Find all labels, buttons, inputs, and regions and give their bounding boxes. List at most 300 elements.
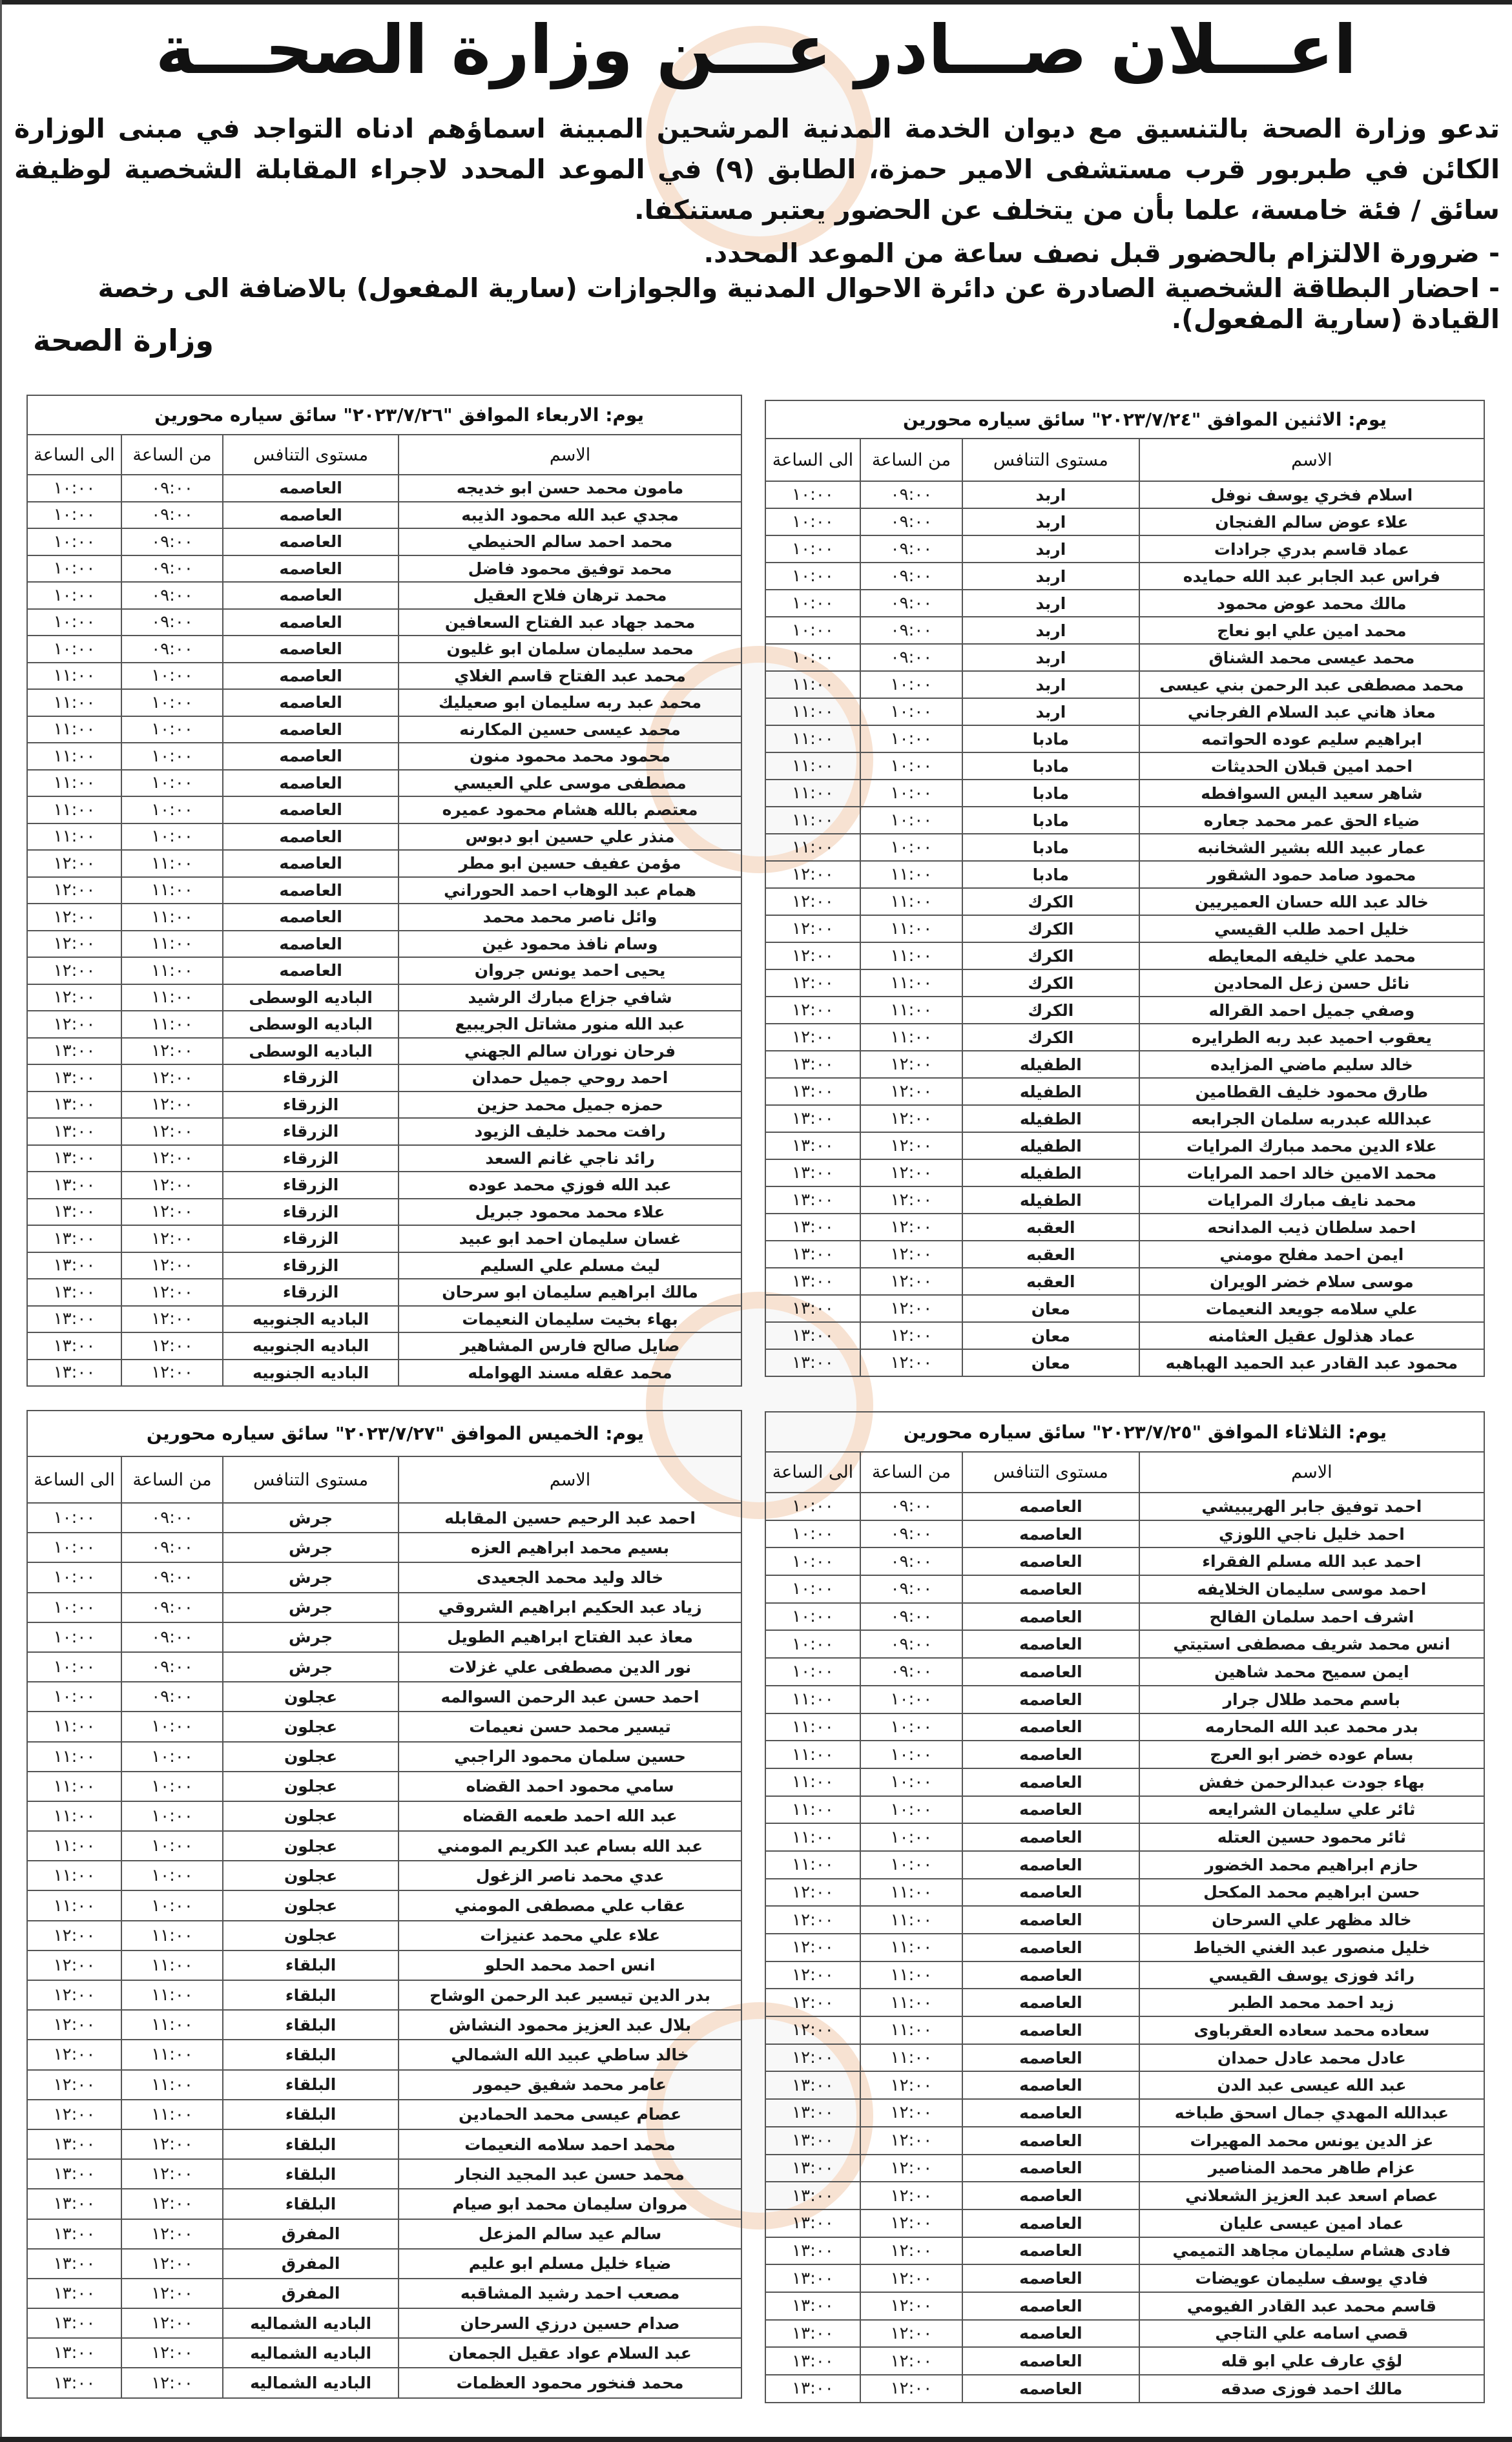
to-time: ١٠:٠٠ [765,535,860,563]
to-time: ١٠:٠٠ [27,528,121,555]
candidate-name: مالك ابراهيم سليمان ابو سرحان [399,1279,741,1306]
table-row [27,1562,741,1592]
to-time: ١٢:٠٠ [765,1961,860,1989]
to-time: ١٢:٠٠ [765,2044,860,2072]
competition-level: عجلون [223,1831,399,1861]
competition-level: العاصمه [962,1493,1139,1520]
candidate-name: عماد امين عيسى عليان [1139,2209,1484,2237]
table-header-row [27,1456,741,1503]
from-time: ١٠:٠٠ [121,1772,223,1801]
candidate-name: محمد الامين خالد احمد المرايات [1139,1159,1484,1186]
competition-level: جرش [223,1622,399,1652]
candidate-name: محمود محمد محمود منون [399,743,741,770]
table-row [765,1989,1484,2016]
from-time: ١٠:٠٠ [860,1768,962,1796]
to-time: ١١:٠٠ [27,689,121,716]
from-time: ١٢:٠٠ [121,2129,223,2159]
to-time: ١٢:٠٠ [765,1024,860,1051]
from-time: ١٢:٠٠ [860,1214,962,1241]
candidate-name: احمد عبد الله مسلم الفقراء [1139,1547,1484,1575]
competition-level: الزرقاء [223,1172,399,1199]
from-time: ٠٩:٠٠ [121,1593,223,1622]
candidate-name: عماد هذلول عقيل العثامنه [1139,1322,1484,1349]
candidate-name: منذر علي حسين ابو دبوس [399,823,741,851]
table-row [765,2347,1484,2375]
competition-level: العاصمه [223,716,399,743]
header-from: من الساعة [121,435,223,475]
candidate-name: محمد جهاد عبد الفتاح السعافين [399,609,741,636]
from-time: ١١:٠٠ [121,931,223,958]
table-row [27,555,741,583]
competition-level: المفرق [223,2279,399,2308]
candidate-name: عماد قاسم بدري جرادات [1139,535,1484,563]
competition-level: العقبه [962,1214,1139,1241]
from-time: ١٠:٠٠ [121,1712,223,1741]
competition-level: الباديه الجنوبيه [223,1332,399,1360]
from-time: ١١:٠٠ [121,1980,223,2010]
from-time: ١٠:٠٠ [121,1831,223,1861]
competition-level: اربد [962,698,1139,725]
competition-level: الزرقاء [223,1064,399,1092]
table-row [27,475,741,502]
table-row [27,1652,741,1682]
table-row [765,1493,1484,1520]
candidate-name: خليل احمد طلب القيسي [1139,915,1484,942]
candidate-name: عبدالله عبدربه سلمان الجرابعه [1139,1105,1484,1132]
candidate-name: احمد خليل ناجي اللوزي [1139,1520,1484,1548]
candidate-name: احمد حسن عبد الرحمن السوالمه [399,1682,741,1712]
to-time: ١١:٠٠ [27,796,121,823]
competition-level: العاصمه [962,2347,1139,2375]
header-from: من الساعة [860,439,962,481]
candidate-name: مامون محمد حسن ابو خديجه [399,475,741,502]
table-row [27,957,741,984]
from-time: ١٢:٠٠ [860,2071,962,2099]
header-level: مستوى التنافس [962,439,1139,481]
candidate-name: عادل محمد عادل حمدان [1139,2044,1484,2072]
from-time: ١٠:٠٠ [860,1686,962,1713]
table-row [765,671,1484,698]
to-time: ١٣:٠٠ [765,2127,860,2155]
to-time: ١٢:٠٠ [27,931,121,958]
candidate-name: حمزه جميل محمد حزين [399,1092,741,1119]
from-time: ١١:٠٠ [121,1921,223,1950]
competition-level: العاصمه [962,1796,1139,1824]
candidate-name: مصطفى موسى علي العيسي [399,770,741,797]
table-row [27,1225,741,1252]
competition-level: العاصمه [962,1823,1139,1851]
candidate-name: معاذ عبد الفتاح ابراهيم الطويل [399,1622,741,1652]
competition-level: العاصمه [223,743,399,770]
to-time: ١٣:٠٠ [27,1360,121,1387]
from-time: ٠٩:٠٠ [121,1682,223,1712]
to-time: ١٣:٠٠ [27,1306,121,1333]
to-time: ١٣:٠٠ [27,2159,121,2189]
candidate-name: نائل حسن زعل المحادين [1139,969,1484,997]
table-row [27,716,741,743]
to-time: ١١:٠٠ [765,1713,860,1741]
to-time: ١١:٠٠ [765,1768,860,1796]
candidate-name: بسام عوده خضر ابو العرج [1139,1741,1484,1768]
candidate-name: عزام طاهر محمد المناصير [1139,2155,1484,2182]
competition-level: عجلون [223,1861,399,1890]
candidate-name: حازم ابراهيم محمد الخضور [1139,1851,1484,1879]
table-row [27,609,741,636]
competition-level: مادبا [962,752,1139,780]
table-row [765,2071,1484,2099]
table-row [27,1332,741,1360]
from-time: ١١:٠٠ [860,969,962,997]
table-row [765,1241,1484,1268]
from-time: ٠٩:٠٠ [860,1547,962,1575]
candidate-name: احمد توفيق جابر الهريبيشي [1139,1493,1484,1520]
candidate-name: خالد سليم ماضي المزايده [1139,1051,1484,1078]
competition-level: الكرك [962,1024,1139,1051]
candidate-name: زياد عبد الحكيم ابراهيم الشروقي [399,1593,741,1622]
to-time: ١١:٠٠ [27,770,121,797]
from-time: ١٢:٠٠ [121,2159,223,2189]
candidate-name: قاسم محمد عبد القادر الفيومي [1139,2292,1484,2320]
to-time: ١١:٠٠ [765,1823,860,1851]
from-time: ١١:٠٠ [860,942,962,969]
candidate-name: عمار عبيد الله بشير الشخانبه [1139,834,1484,861]
competition-level: الطفيله [962,1186,1139,1214]
competition-level: الطفيله [962,1105,1139,1132]
table-row [765,780,1484,807]
competition-level: الزرقاء [223,1225,399,1252]
to-time: ١٢:٠٠ [27,1980,121,2010]
competition-level: العاصمه [223,475,399,502]
from-time: ٠٩:٠٠ [860,617,962,644]
candidate-name: وائل ناصر محمد محمد [399,904,741,931]
from-time: ١٢:٠٠ [121,1279,223,1306]
to-time: ١٣:٠٠ [765,1078,860,1105]
table-row [765,2209,1484,2237]
table-header-row [765,1452,1484,1493]
to-time: ١١:٠٠ [27,1890,121,1920]
from-time: ١٠:٠٠ [121,1861,223,1890]
competition-level: جرش [223,1533,399,1562]
candidate-name: طارق محمود خليف القطامين [1139,1078,1484,1105]
header-from: من الساعة [121,1456,223,1503]
competition-level: العاصمه [223,904,399,931]
competition-level: العاصمه [962,2264,1139,2292]
to-time: ١١:٠٠ [765,752,860,780]
candidate-name: سامي محمود احمد القضاه [399,1772,741,1801]
to-time: ١٣:٠٠ [27,1064,121,1092]
from-time: ١١:٠٠ [860,915,962,942]
from-time: ١٢:٠٠ [860,1268,962,1295]
to-time: ١٢:٠٠ [765,861,860,888]
header-name: الاسم [399,435,741,475]
competition-level: العاصمه [962,1547,1139,1575]
to-time: ١٠:٠٠ [765,1630,860,1658]
competition-level: العاصمه [223,850,399,877]
to-time: ١٣:٠٠ [765,2237,860,2265]
to-time: ١٢:٠٠ [27,957,121,984]
candidate-name: احمد روحي جميل حمدان [399,1064,741,1092]
table-row [27,1279,741,1306]
to-time: ١٢:٠٠ [765,997,860,1024]
from-time: ١٢:٠٠ [860,1186,962,1214]
table-row [27,636,741,663]
table-row [27,1503,741,1533]
from-time: ١١:٠٠ [860,2016,962,2044]
candidate-name: علاء علي محمد عنيزات [399,1921,741,1950]
candidate-name: حسن ابراهيم محمد المكحل [1139,1879,1484,1907]
from-time: ١١:٠٠ [121,984,223,1011]
table-row [765,1295,1484,1322]
from-time: ١٢:٠٠ [860,1241,962,1268]
competition-level: العاصمه [962,2044,1139,2072]
table-row [765,752,1484,780]
from-time: ١١:٠٠ [121,957,223,984]
to-time: ١٣:٠٠ [765,1159,860,1186]
from-time: ٠٩:٠٠ [860,1603,962,1631]
table-row [765,1768,1484,1796]
competition-level: عجلون [223,1682,399,1712]
to-time: ١٢:٠٠ [27,1950,121,1980]
candidate-name: لؤي عارف علي ابو قله [1139,2347,1484,2375]
candidate-name: عقاب علي مصطفى المومني [399,1890,741,1920]
header-name: الاسم [399,1456,741,1503]
to-time: ١٢:٠٠ [27,2100,121,2129]
to-time: ١٣:٠٠ [765,2071,860,2099]
candidate-name: زيد احمد محمد الطبر [1139,1989,1484,2016]
from-time: ١٠:٠٠ [860,698,962,725]
table-row [27,823,741,851]
from-time: ١٢:٠٠ [121,2189,223,2219]
table-row [27,850,741,877]
to-time: ١٢:٠٠ [27,1921,121,1950]
competition-level: العاصمه [962,1713,1139,1741]
competition-level: مادبا [962,780,1139,807]
to-time: ١٢:٠٠ [27,984,121,1011]
candidate-name: محمد مصطفى عبد الرحمن بني عيسى [1139,671,1484,698]
to-time: ١٣:٠٠ [765,2155,860,2182]
table-row [27,2189,741,2219]
table-row [765,1159,1484,1186]
competition-level: العاصمه [962,1520,1139,1548]
candidate-name: قصي اسامه علي التاجي [1139,2320,1484,2348]
competition-level: المفرق [223,2219,399,2249]
from-time: ١٢:٠٠ [121,1064,223,1092]
to-time: ١٢:٠٠ [27,1011,121,1038]
to-time: ١٣:٠٠ [765,2375,860,2403]
from-time: ٠٩:٠٠ [121,1652,223,1682]
from-time: ١١:٠٠ [121,850,223,877]
candidate-name: شاهر سعيد اليس السوافطه [1139,780,1484,807]
to-time: ١١:٠٠ [765,1741,860,1768]
competition-level: البلقاء [223,2070,399,2100]
to-time: ١٠:٠٠ [765,1603,860,1631]
competition-level: العاصمه [223,796,399,823]
from-time: ١٠:٠٠ [860,1713,962,1741]
to-time: ١٣:٠٠ [765,2347,860,2375]
candidate-name: محمد سليمان سلمان ابو غليون [399,636,741,663]
competition-level: الباديه الشماليه [223,2338,399,2368]
schedule-table-wednesday [26,395,742,1387]
candidate-name: اشرف احمد سلمان الفالح [1139,1603,1484,1631]
table-row [27,1980,741,2010]
to-time: ١٣:٠٠ [27,1332,121,1360]
table-row [765,1132,1484,1159]
competition-level: جرش [223,1652,399,1682]
from-time: ١٢:٠٠ [860,1078,962,1105]
announcement-intro: تدعو وزارة الصحة بالتنسيق مع ديوان الخدمة المدنية المرشحين المبينة اسماؤهم ادناه التواجد في مبنى الوزارة الكائن في طبربور قرب مستشفى الامير حمزة، الطابق (٩) في الموعد المحدد لاجراء المقابلة الشخصية لوظيفة سائق / فئة خامسة، علما بأن من يتخلف عن الحضور يعتبر مستنكفا. [14,113,1500,225]
from-time: ١١:٠٠ [860,1934,962,1961]
from-time: ٠٩:٠٠ [860,1658,962,1686]
candidate-name: عامر محمد شفيق حيمور [399,2070,741,2100]
competition-level: العاصمه [962,1879,1139,1907]
candidate-name: عبدالله المهدي جمال اسحق طباخه [1139,2099,1484,2127]
candidate-name: مالك محمد عوض محمود [1139,590,1484,617]
table-row [765,1686,1484,1713]
table-row [27,1252,741,1279]
table-row [765,1961,1484,1989]
table-row [27,2159,741,2189]
competition-level: جرش [223,1562,399,1592]
from-time: ١٢:٠٠ [121,1252,223,1279]
from-time: ١٠:٠٠ [860,780,962,807]
from-time: ١١:٠٠ [121,2010,223,2040]
table-row [765,1520,1484,1548]
to-time: ١٢:٠٠ [27,850,121,877]
from-time: ٠٩:٠٠ [860,1575,962,1603]
competition-level: معان [962,1295,1139,1322]
to-time: ١٣:٠٠ [27,1145,121,1172]
to-time: ١٠:٠٠ [27,1562,121,1592]
table-row [27,1172,741,1199]
candidate-name: معاذ هاني عبد السلام الفرجاني [1139,698,1484,725]
from-time: ١١:٠٠ [121,1950,223,1980]
table-row [27,663,741,690]
from-time: ١٢:٠٠ [860,2375,962,2403]
to-time: ١١:٠٠ [27,743,121,770]
competition-level: اربد [962,535,1139,563]
candidate-name: خليل منصور عبد الغني الخياط [1139,1934,1484,1961]
from-time: ١٢:٠٠ [860,1132,962,1159]
candidate-name: فرحان نوران سالم الجهني [399,1038,741,1065]
candidate-name: عصام عيسى محمد الحمادين [399,2100,741,2129]
to-time: ١٢:٠٠ [27,877,121,904]
from-time: ١١:٠٠ [860,1906,962,1934]
to-time: ١١:٠٠ [27,1772,121,1801]
candidate-name: عبد السلام عواد عقيل الجمعان [399,2338,741,2368]
table-title-row [27,1411,741,1456]
candidate-name: خالد ساطي عبيد الله الشمالي [399,2040,741,2069]
to-time: ١١:٠٠ [765,725,860,752]
from-time: ١٢:٠٠ [121,2368,223,2397]
table-row [765,861,1484,888]
table-row [27,2249,741,2279]
from-time: ١١:٠٠ [121,877,223,904]
candidate-name: محمد نايف مبارك المرايات [1139,1186,1484,1214]
table-day-title: يوم: الاربعاء الموافق "٢٠٢٣/٧/٢٦" سائق سياره محورين [27,395,741,435]
table-row [765,2099,1484,2127]
to-time: ١٠:٠٠ [27,502,121,529]
table-row [27,1038,741,1065]
competition-level: العاصمه [962,2209,1139,2237]
table-row [765,1322,1484,1349]
table-row [27,1682,741,1712]
table-row [27,1306,741,1333]
candidate-name: ثائر محمود حسين العتله [1139,1823,1484,1851]
schedule-table-monday [765,400,1485,1377]
competition-level: العاصمه [962,1934,1139,1961]
to-time: ١٣:٠٠ [27,1225,121,1252]
from-time: ١٠:٠٠ [121,689,223,716]
from-time: ١٠:٠٠ [121,1890,223,1920]
from-time: ١٢:٠٠ [860,2292,962,2320]
table-row [765,1630,1484,1658]
candidate-name: مروان سليمان محمد ابو صيام [399,2189,741,2219]
candidate-name: رافت محمد خليف الزيود [399,1118,741,1145]
to-time: ١٠:٠٠ [27,1593,121,1622]
to-time: ١٣:٠٠ [27,1172,121,1199]
table-header-row [27,435,741,475]
table-row [27,1801,741,1831]
candidate-name: معتصم بالله هشام محمود عميره [399,796,741,823]
from-time: ١١:٠٠ [860,997,962,1024]
competition-level: اربد [962,644,1139,671]
to-time: ١١:٠٠ [765,780,860,807]
candidate-name: عبد الله فوزي محمد عوده [399,1172,741,1199]
candidate-name: بهاء جودت عبدالرحمن خفش [1139,1768,1484,1796]
to-time: ١١:٠٠ [27,1831,121,1861]
to-time: ١١:٠٠ [27,716,121,743]
from-time: ٠٩:٠٠ [121,1622,223,1652]
candidate-name: احمد سلطان ذيب المدانحه [1139,1214,1484,1241]
to-time: ١٣:٠٠ [765,2182,860,2209]
table-row [765,2127,1484,2155]
competition-level: الكرك [962,969,1139,997]
competition-level: اربد [962,671,1139,698]
competition-level: العاصمه [962,2071,1139,2099]
to-time: ١٣:٠٠ [765,1186,860,1214]
from-time: ١٠:٠٠ [121,743,223,770]
candidate-name: ثائر علي سليمان الشرايعه [1139,1796,1484,1824]
table-row [765,1575,1484,1603]
candidate-name: ليث مسلم علي السليم [399,1252,741,1279]
candidate-name: مجدي عبد الله محمود الذيبه [399,502,741,529]
candidate-name: صايل صالح فارس المشاهير [399,1332,741,1360]
bottom-border [0,2437,1512,2442]
to-time: ١٣:٠٠ [765,1295,860,1322]
table-row [765,2264,1484,2292]
table-row [27,2219,741,2249]
to-time: ١٣:٠٠ [27,2129,121,2159]
header-to: الى الساعة [765,439,860,481]
table-row [765,535,1484,563]
candidate-name: اسلام فخري يوسف نوفل [1139,481,1484,508]
competition-level: الكرك [962,942,1139,969]
from-time: ١١:٠٠ [860,1961,962,1989]
table-row [765,2016,1484,2044]
from-time: ١٠:٠٠ [121,716,223,743]
to-time: ١١:٠٠ [27,1861,121,1890]
from-time: ١٢:٠٠ [121,1092,223,1119]
candidate-name: خالد مظهر علي السرحان [1139,1906,1484,1934]
table-row [765,997,1484,1024]
competition-level: الباديه الشماليه [223,2368,399,2397]
competition-level: العاصمه [223,957,399,984]
candidate-name: شافي جزاع مبارك الرشيد [399,984,741,1011]
from-time: ١٠:٠٠ [121,823,223,851]
table-title-row [765,400,1484,439]
competition-level: العاصمه [223,689,399,716]
competition-level: العاصمه [962,2375,1139,2403]
